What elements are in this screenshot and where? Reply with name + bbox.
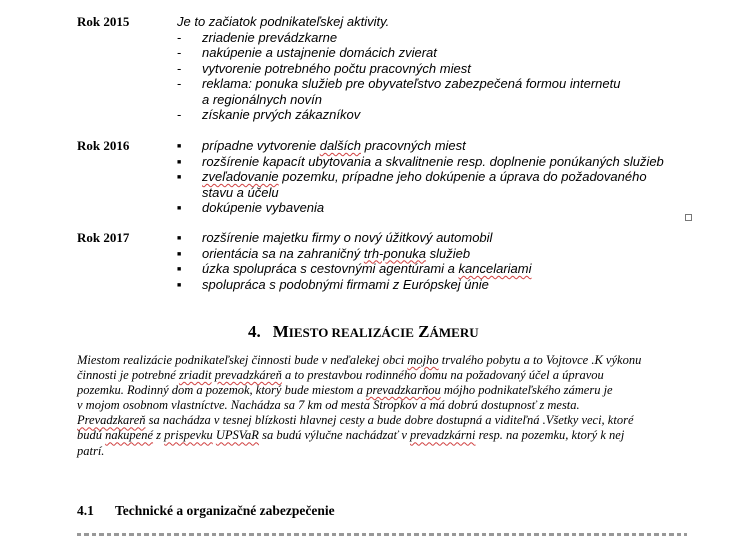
plan-list-2015 [0,30,755,123]
list-item: ■ orientácia sa na zahraničný trh-ponuka služieb [0,246,755,262]
list-item: - reklama: ponuka služieb pre obyvateľstvo zabezpečená formou internetu a regionálnych novín [177,76,621,107]
list-item: - získanie prvých zákazníkov [177,107,361,122]
list-item: ■ úzka spolupráca s cestovnými agentúrami a kancelariami [0,261,755,277]
year-label: Rok 2016 [77,138,130,153]
paragraph-line: v mojom osobnom vlastníctve. Nachádza sa 7 km od mesta Stropkov a má dobrú dostupnosť z mesta. [77,398,580,413]
list-item: - nakúpenie a ustajnenie domácich zvierat [177,45,437,60]
year-label: Rok 2017 [77,230,130,245]
paragraph-line: Miestom realizácie podnikateľskej činnosti bude v neďalekej obci mojho trvalého pobytu a to Vojtovce .K výkonu [77,353,642,367]
list-item: ■ rozšírenie kapacít ubytovania a skvalitnenie resp. doplnenie ponúkaných služieb [0,154,755,170]
paragraph-line: patrí. [77,443,105,458]
plan-list-2016 [0,138,755,216]
year-label: Rok 2015 [77,14,130,29]
list-item: ■ dokúpenie vybavenia [0,200,755,216]
cut-off-text-line [77,530,687,540]
year-intro: Je to začiatok podnikateľskej aktivity. [177,14,390,29]
list-item: ■ rozšírenie majetku firmy o nový úžitkový automobil [0,230,755,246]
plan-list-2017 [0,230,755,292]
object-anchor-handle[interactable] [685,214,692,221]
section-heading-4-1: 4.1 Technické a organizačné zabezpečenie [77,503,335,518]
list-item: ■ prípadne vytvorenie dalších pracovných miest [0,138,755,154]
paragraph-line: Prevadzkareň sa nachádza v tesnej blízkosti hlavnej cesty a bude dobre dostupná a viditeľná .Všetky veci, ktoré [77,413,634,428]
list-item: - zriadenie prevádzkarne [177,29,338,45]
list-item: ■ spolupráca s podobnými firmami z Európskej únie [0,277,755,293]
location-paragraph [77,353,697,459]
list-item: - vytvorenie potrebného počtu pracovných miest [177,60,471,76]
section-heading-4: 4. MIESTO REALIZÁCIE ZÁMERU [248,322,479,341]
paragraph-line: budú nakupené z prispevku UPSVaR sa budú výlučne nachádzať v prevadzkárni resp. na pozemku, ktorý k nej [77,428,625,443]
list-item: ■ zveľadovanie pozemku, prípadne jeho dokúpenie a úprava do požadovaného stavu a účelu [0,169,755,200]
paragraph-line: pozemku. Rodinný dom a pozemok, ktorý bude miestom a prevadzkarňou mójho podnikateľského zámeru je [77,383,613,398]
paragraph-line: činnosti je potrebné zriadit prevadzkáreň a to prestavbou rodinného domu na požadovaný účel a úpravou [77,368,604,383]
